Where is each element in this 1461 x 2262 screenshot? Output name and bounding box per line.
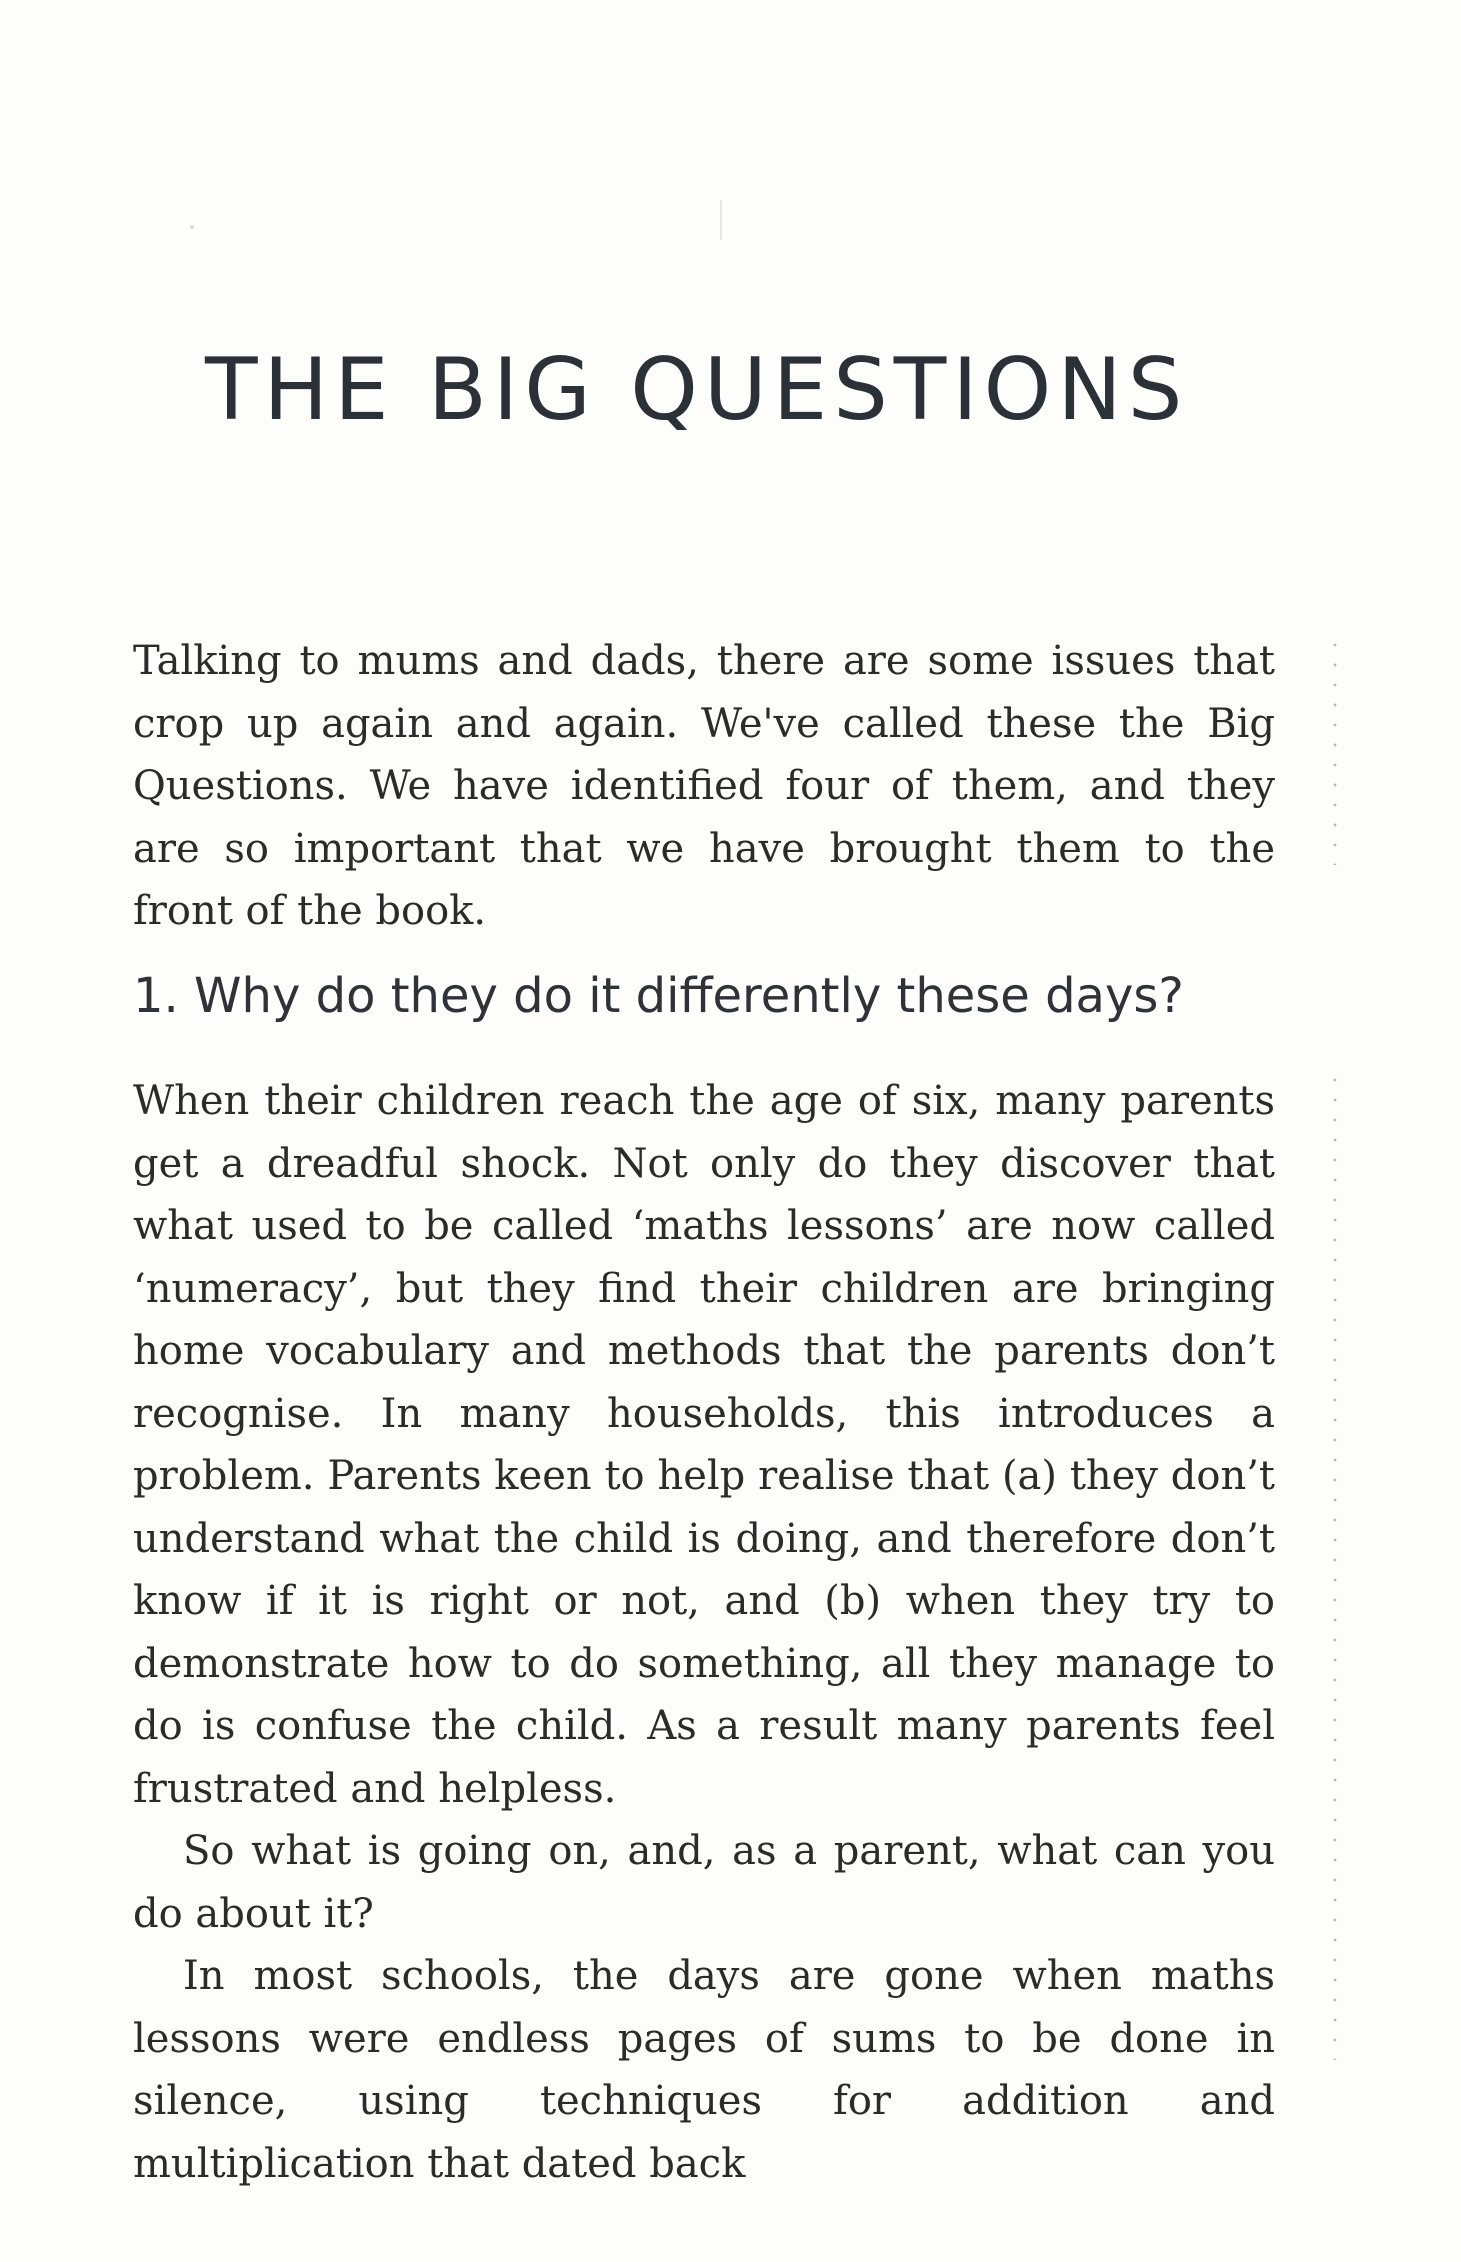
section-paragraph: In most schools, the days are gone when maths lessons were endless pages of sums to be done in silence, using techniques for addition and multiplication that dated back — [133, 1953, 1275, 2187]
intro-paragraph: Talking to mums and dads, there are some issues that crop up again and again. We've called these the Big Questions. We have identified four of them, and they are so important that we have brought them to the front of the book. — [133, 638, 1275, 934]
page-title: THE BIG QUESTIONS — [205, 340, 1189, 440]
section-paragraph: So what is going on, and, as a parent, what can you do about it? — [133, 1828, 1275, 1937]
scan-speck — [190, 225, 194, 229]
section-heading: 1. Why do they do it differently these days? — [133, 968, 1184, 1024]
margin-dots — [1333, 635, 1337, 865]
section-body — [133, 1070, 1275, 2195]
section-paragraph: When their children reach the age of six, many parents get a dreadful shock. Not only do they discover that what used to be called ‘maths lessons’ are now called ‘numeracy’, but they find their children are bringing home vocabulary and methods that the parents don’t recognise. In many households, this introduces a problem. Parents keen to help realise that (a) they don’t understand what the child is doing, and therefore don’t know if it is right or not, and (b) when they try to demonstrate how to do something, all they manage to do is confuse the child. As a result many parents feel frustrated and helpless. — [133, 1078, 1275, 1812]
scan-mark — [720, 200, 722, 240]
margin-dots — [1333, 1070, 1337, 2060]
